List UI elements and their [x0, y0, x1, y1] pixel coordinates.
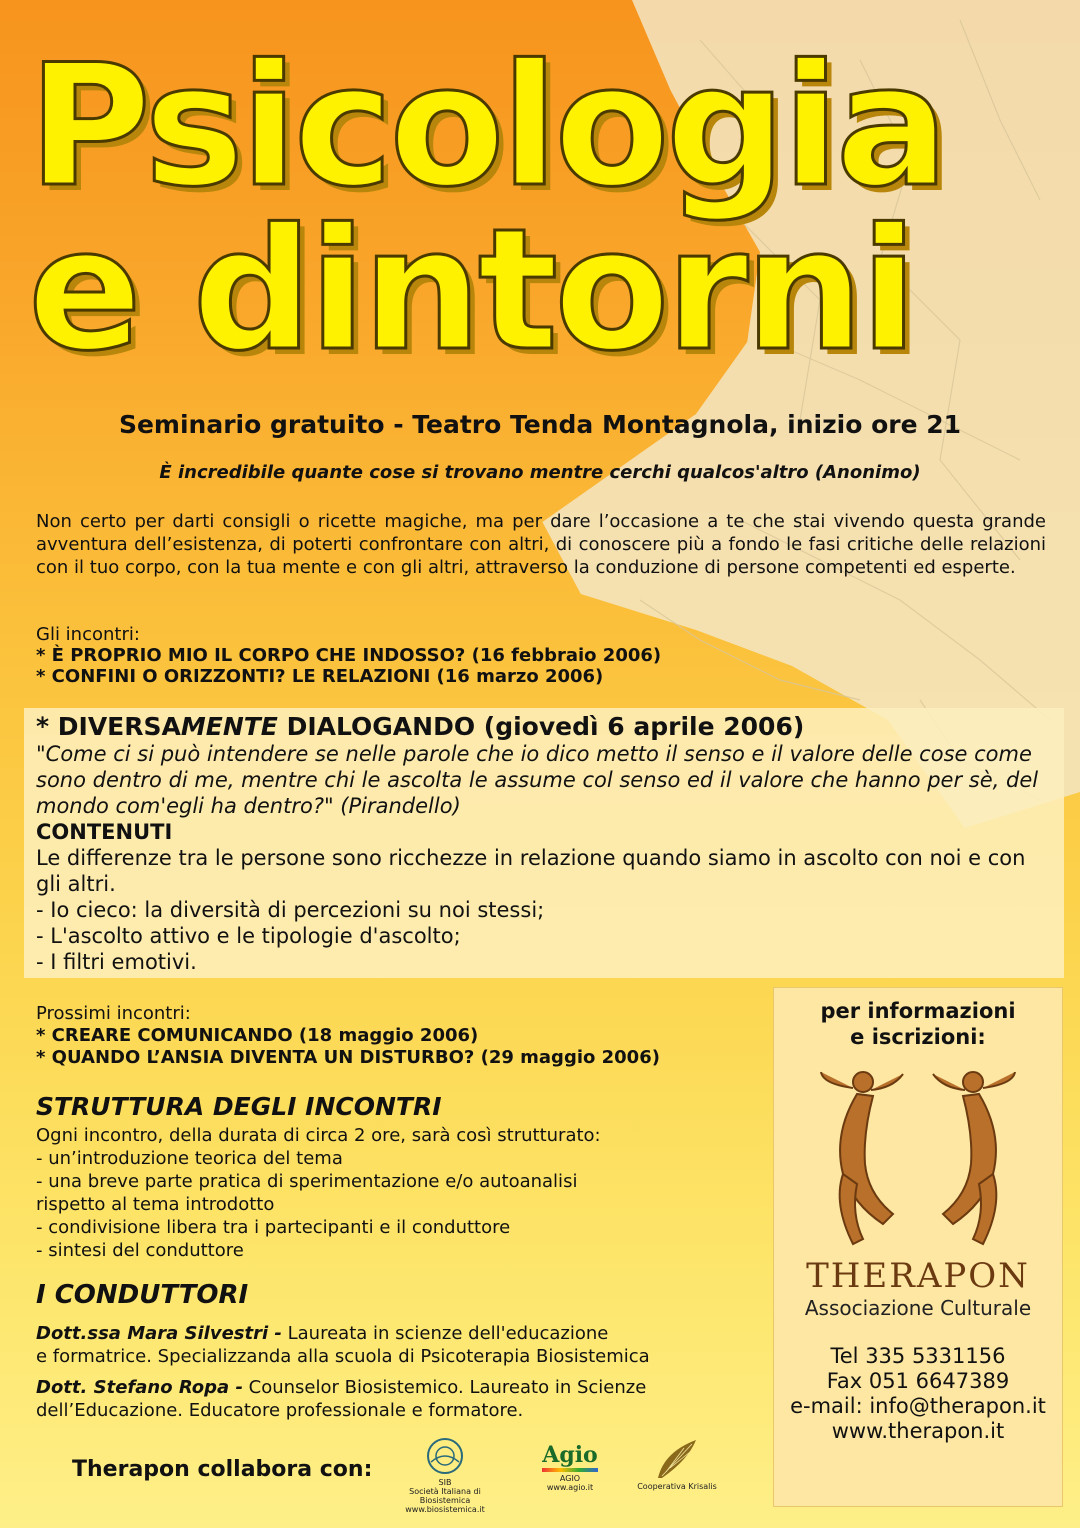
- contact-fax: Fax 051 6647389: [826, 1369, 1010, 1393]
- krisalis-name: Cooperativa Krisalis: [637, 1482, 717, 1491]
- collab-label: Therapon collabora con:: [72, 1457, 373, 1482]
- struttura-line: - sintesi del conduttore: [36, 1240, 244, 1261]
- contact-website[interactable]: www.therapon.it: [831, 1419, 1005, 1443]
- sib-short: SIB: [438, 1478, 452, 1487]
- struttura-intro: Ogni incontro, della durata di circa 2 ore, sarà così strutturato:: [36, 1125, 601, 1146]
- therapon-figures-logo-icon: [813, 1064, 1023, 1254]
- contenuti-text: Le differenze tra le persone sono ricchezze in relazione quando siamo in ascolto con noi e con gli altri.: [36, 846, 1026, 896]
- featured-title-italic: MENTE: [180, 712, 278, 741]
- subtitle: Seminario gratuito - Teatro Tenda Montagnola, inizio ore 21: [118, 410, 962, 439]
- info-heading-line1: per informazioni: [820, 999, 1016, 1023]
- struttura-line: - condivisione libera tra i partecipanti e il conduttore: [36, 1217, 511, 1238]
- incontri-label: Gli incontri:: [36, 624, 140, 645]
- prossimo-item: * QUANDO L’ANSIA DIVENTA UN DISTURBO? (29 maggio 2006): [36, 1047, 660, 1068]
- struttura-line: - una breve parte pratica di sperimentazione e/o autoanalisi: [36, 1171, 578, 1192]
- therapon-subtitle: Associazione Culturale: [804, 1296, 1032, 1320]
- sib-url: www.biosistemica.it: [405, 1505, 485, 1514]
- agio-url: www.agio.it: [546, 1483, 594, 1492]
- struttura-heading: STRUTTURA DEGLI INCONTRI: [36, 1092, 442, 1121]
- therapon-brand: THERAPON: [806, 1256, 1030, 1296]
- intro-paragraph: Non certo per darti consigli o ricette magiche, ma per dare l’occasione a te che stai vivendo questa grande avventura dell’esistenza, di poterti confrontare con altri, di conoscere più a fondo le fasi critiche delle relazioni con il tuo corpo, con la tua mente e con gli altri, attraverso la conduzione di persone competenti ed esperte.: [36, 511, 1046, 578]
- featured-title-post: DIALOGANDO (giovedì 6 aprile 2006): [277, 712, 805, 741]
- sib-logo-icon: [425, 1436, 465, 1476]
- conduttore-silvestri: [36, 1322, 736, 1368]
- incontri-list: [36, 624, 1046, 687]
- epigraph-quote: È incredibile quante cose si trovano mentre cerchi qualcos'altro (Anonimo): [159, 462, 921, 483]
- contenuti-label: CONTENUTI: [36, 820, 173, 844]
- contact-email[interactable]: e-mail: info@therapon.it: [790, 1394, 1046, 1418]
- info-heading: [774, 998, 1062, 1050]
- conduttore-name: Dott.ssa Mara Silvestri -: [36, 1323, 282, 1344]
- featured-title-pre: * DIVERSA: [36, 712, 181, 741]
- prossimi-incontri: [36, 1003, 756, 1069]
- contenuti-bullet: - L'ascolto attivo e le tipologie d'ascolto;: [36, 924, 461, 948]
- conduttore-desc: e formatrice. Specializzanda alla scuola di Psicoterapia Biosistemica: [36, 1346, 650, 1367]
- contenuti-bullet: - I filtri emotivi.: [36, 950, 197, 974]
- pirandello-quote: "Come ci si può intendere se nelle parole che io dico metto il senso e il valore delle cose come sono dentro di me, mentre chi le ascolta le assume col senso ed il valore che hanno per sè, del mondo com'egli ha dentro?" (Pirandello): [36, 742, 1039, 818]
- prossimi-label: Prossimi incontri:: [36, 1003, 191, 1024]
- incontro-item: * CONFINI O ORIZZONTI? LE RELAZIONI (16 marzo 2006): [36, 666, 604, 687]
- partner-krisalis: [632, 1438, 722, 1491]
- title-line-1: Psicologia: [28, 28, 945, 224]
- struttura-list: [36, 1124, 756, 1262]
- agio-name: AGIO: [559, 1474, 581, 1483]
- contact-tel: Tel 335 5331156: [830, 1344, 1006, 1368]
- incontro-item: * È PROPRIO MIO IL CORPO CHE INDOSSO? (16 febbraio 2006): [36, 645, 662, 666]
- contacts: [774, 1344, 1062, 1444]
- conduttore-desc: Laureata in scienze dell'educazione: [281, 1323, 609, 1344]
- agio-logo: Agio: [542, 1442, 598, 1468]
- featured-event-box: [24, 708, 1064, 978]
- featured-title: [36, 712, 1052, 741]
- info-heading-line2: e iscrizioni:: [850, 1025, 986, 1049]
- struttura-line: rispetto al tema introdotto: [36, 1194, 275, 1215]
- partner-sib: [385, 1436, 505, 1514]
- prossimo-item: * CREARE COMUNICANDO (18 maggio 2006): [36, 1025, 479, 1046]
- title-line-2: e dintorni: [28, 192, 914, 388]
- contenuti-bullet: - Io cieco: la diversità di percezioni su noi stessi;: [36, 898, 545, 922]
- agio-rainbow-bar: [542, 1468, 598, 1472]
- conduttore-name: Dott. Stefano Ropa -: [36, 1377, 243, 1398]
- krisalis-leaf-icon: [654, 1438, 700, 1480]
- conduttore-ropa: [36, 1376, 736, 1422]
- sib-name: Società Italiana di Biosistemica: [409, 1487, 481, 1505]
- conduttore-desc: Counselor Biosistemico. Laureato in Scienze: [242, 1377, 647, 1398]
- conduttori-heading: I CONDUTTORI: [36, 1280, 249, 1310]
- conduttore-desc: dell’Educazione. Educatore professionale e formatore.: [36, 1400, 524, 1421]
- struttura-line: - un’introduzione teorica del tema: [36, 1148, 343, 1169]
- info-panel: [773, 987, 1063, 1507]
- partner-agio: [530, 1444, 610, 1492]
